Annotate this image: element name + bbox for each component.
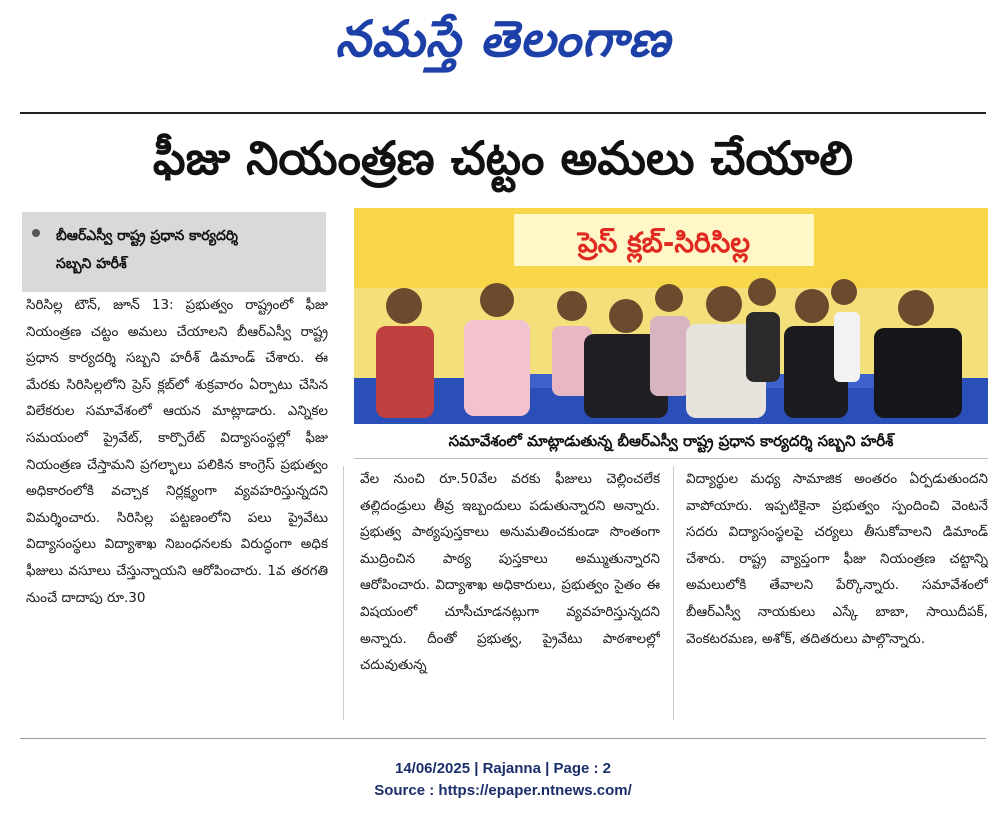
article-headline: ఫీజు నియంత్రణ చట్టం అమలు చేయాలి [152, 131, 854, 185]
photo-caption: సమావేశంలో మాట్లాడుతున్న బీఆర్‌ఎస్వీ రాష్ట్ర ప్రధాన కార్యదర్శి సబ్బని హరీశ్ [354, 424, 988, 459]
bullet-icon [32, 229, 40, 237]
article-column-2: వేల నుంచి రూ.50వేల వరకు ఫీజులు చెల్లించలేక తల్లిదండ్రులు తీవ్ర ఇబ్బందులు పడుతున్నారని అన్నారు. ప్రభుత్వ పాఠ్యపుస్తకాలు అనుమతించకుండా సొంతంగా ముద్రించిన పాఠ్య పుస్తకాలు అమ్ముతున్నారని ఆరోపించారు. విద్యాశాఖ అధికారులు, ప్రభుత్వం సైతం ఈ విషయంలో చూసీచూడనట్లుగా వ్యవహరిస్తున్నదని అన్నారు. దీంతో ప్రభుత్వ, ప్రైవేటు పాఠశాలల్లో చదువుతున్న [360, 471, 660, 674]
banner-text: ప్రెస్ క్లబ్-సిరిసిల్ల [577, 226, 751, 259]
article-column-1: సిరిసిల్ల టౌన్, జూన్ 13: ప్రభుత్వం రాష్ట్రంలో ఫీజు నియంత్రణ చట్టం అమలు చేయాలని బీఆర్ఎస్వీ రాష్ట్ర ప్రధాన కార్యదర్శి సబ్బని హరీశ్ డిమాండ్ చేశారు. ఈ మేరకు సిరిసిల్లలోని ప్రెస్ క్లబ్‌లో శుక్రవారం ఏర్పాటు చేసిన విలేకరుల సమావేశంలో ఆయన మాట్లాడారు. ఎన్నికల సమయంలో ప్రైవేట్, కార్పొరేట్ విద్యాసంస్థల్లో ఫీజు నియంత్రణ చేస్తామని ప్రగల్భాలు పలికిన కాంగ్రెస్ ప్రభుత్వం అధికారంలోకి వచ్చాక నిర్లక్ష్యంగా వ్యవహరిస్తున్నదని విమర్శించారు. సిరిసిల్ల పట్టణంలోని పలు ప్రైవేటు విద్యాసంస్థలు విద్యాశాఖ నిబంధనలకు విరుద్ధంగా అధిక ఫీజులు వసూలు చేస్తున్నాయని ఆరోపించారు. 1వ తరగతి నుంచే దాదాపు రూ.30 [26, 297, 328, 606]
masthead-divider [20, 112, 986, 114]
footer-meta: 14/06/2025 | Rajanna | Page : 2 [394, 760, 611, 777]
footer-source: Source : https://epaper.ntnews.com/ [374, 782, 632, 799]
masthead-logo: నమస్తే తెలంగాణ [335, 9, 671, 68]
kicker-box [22, 212, 326, 292]
column-divider [673, 466, 674, 720]
kicker-line-1: బీఆర్‌ఎస్వీ రాష్ట్ర ప్రధాన కార్యదర్శి [56, 228, 238, 244]
kicker-line-2: సబ్బని హరీశ్ [56, 256, 127, 272]
footer-divider [20, 738, 986, 739]
article-column-3: విద్యార్థుల మధ్య సామాజిక అంతరం ఏర్పడుతుందని వాపోయారు. ఇప్పటికైనా ప్రభుత్వం స్పందించి వెంటనే సదరు విద్యాసంస్థలపై చర్యలు తీసుకోవాలని డిమాండ్ చేశారు. రాష్ట్ర వ్యాప్తంగా ఫీజు నియంత్రణ చట్టాన్ని అమలులోకి తేవాలని పేర్కొన్నారు. సమావేశంలో బీఆర్ఎస్వీ నాయకులు ఎస్కే బాబా, సాయిదీపక్, వెంకటరమణ, అశోక్, తదితరులు పాల్గొన్నారు. [686, 471, 988, 647]
column-divider [343, 466, 344, 720]
article-photo [354, 208, 988, 424]
kicker-text [56, 222, 318, 278]
